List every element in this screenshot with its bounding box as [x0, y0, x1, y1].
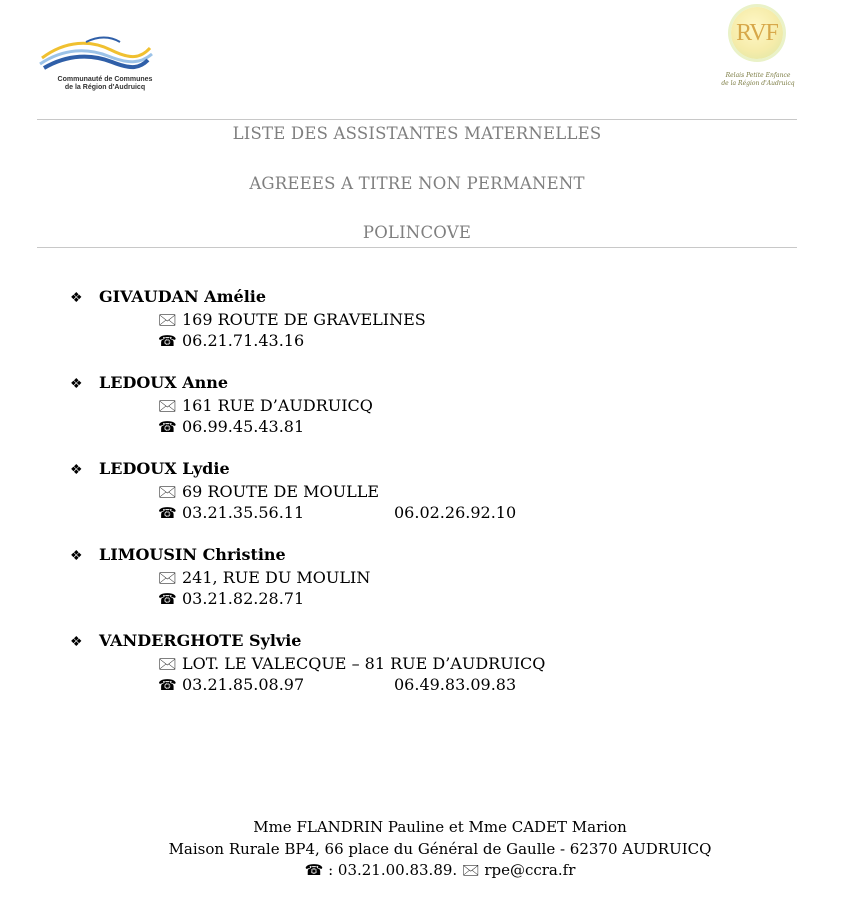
assistant-phone: 03.21.35.56.11 — [182, 502, 305, 522]
list-item — [70, 631, 770, 696]
assistant-phone-2: 06.49.83.09.83 — [394, 674, 517, 694]
rpe-logo — [718, 0, 798, 96]
assistant-name: LEDOUX Anne — [99, 373, 229, 392]
footer-address: Maison Rurale BP4, 66 place du Général de Gaulle - 62370 AUDRUICQ — [168, 839, 712, 858]
envelope-icon: 🖂 — [158, 654, 177, 673]
footer-email[interactable]: rpe@ccra.fr — [484, 861, 576, 879]
diamond-bullet-icon: ❖ — [70, 634, 83, 650]
diamond-bullet-icon: ❖ — [70, 290, 83, 306]
community-logo-text: Communauté de Communes de la Région d'Audruicq — [57, 76, 153, 91]
diamond-bullet-icon: ❖ — [70, 548, 83, 564]
telephone-icon: ☎ — [158, 589, 177, 608]
title-line-2: AGREEES A TITRE NON PERMANENT — [249, 174, 585, 193]
envelope-icon: 🖂 — [158, 396, 177, 415]
telephone-icon: ☎ — [304, 861, 324, 879]
footer-phone-prefix: : — [323, 861, 338, 879]
diamond-bullet-icon: ❖ — [70, 462, 83, 478]
envelope-icon: 🖂 — [461, 861, 480, 879]
footer-contact-line — [0, 860, 860, 882]
top-divider — [37, 119, 797, 120]
assistant-phone: 03.21.82.28.71 — [182, 588, 305, 608]
assistant-phone: 06.21.71.43.16 — [182, 330, 305, 350]
list-item — [70, 459, 770, 524]
envelope-icon: 🖂 — [158, 482, 177, 501]
title-line-1: LISTE DES ASSISTANTES MATERNELLES — [232, 124, 602, 143]
assistant-name: LIMOUSIN Christine — [99, 545, 286, 564]
assistant-address: 169 ROUTE DE GRAVELINES — [182, 310, 426, 329]
assistant-name: LEDOUX Lydie — [99, 459, 230, 478]
telephone-icon: ☎ — [158, 675, 177, 694]
footer-contacts: Mme FLANDRIN Pauline et Mme CADET Marion — [253, 818, 627, 836]
rpe-logo-monogram: RVF — [731, 7, 783, 59]
list-item — [70, 287, 770, 352]
title-line-3: POLINCOVE — [362, 223, 472, 242]
assistant-address: 69 ROUTE DE MOULLE — [182, 482, 380, 501]
community-logo — [36, 32, 156, 96]
telephone-icon: ☎ — [158, 503, 177, 522]
list-item — [70, 373, 770, 438]
list-item — [70, 545, 770, 610]
assistant-address: 241, RUE DU MOULIN — [182, 568, 371, 587]
assistant-phone: 03.21.85.08.97 — [182, 674, 305, 694]
waves-logo-icon — [36, 32, 156, 72]
envelope-icon: 🖂 — [158, 568, 177, 587]
assistant-name: GIVAUDAN Amélie — [99, 287, 267, 306]
rpe-logo-text: Relais Petite Enfance de la Région d'Audruicq — [721, 72, 795, 87]
telephone-icon: ☎ — [158, 331, 177, 350]
assistant-phone-2: 06.02.26.92.10 — [394, 502, 517, 522]
telephone-icon: ☎ — [158, 417, 177, 436]
footer — [0, 817, 860, 882]
assistant-name: VANDERGHOTE Sylvie — [99, 631, 302, 650]
footer-phone: 03.21.00.83.89. — [337, 861, 458, 879]
envelope-icon: 🖂 — [158, 310, 177, 329]
bottom-divider — [37, 247, 797, 248]
assistant-address: 161 RUE D’AUDRUICQ — [182, 396, 373, 415]
assistant-address: LOT. LE VALECQUE – 81 RUE D’AUDRUICQ — [182, 654, 546, 673]
assistant-phone: 06.99.45.43.81 — [182, 416, 305, 436]
diamond-bullet-icon: ❖ — [70, 376, 83, 392]
